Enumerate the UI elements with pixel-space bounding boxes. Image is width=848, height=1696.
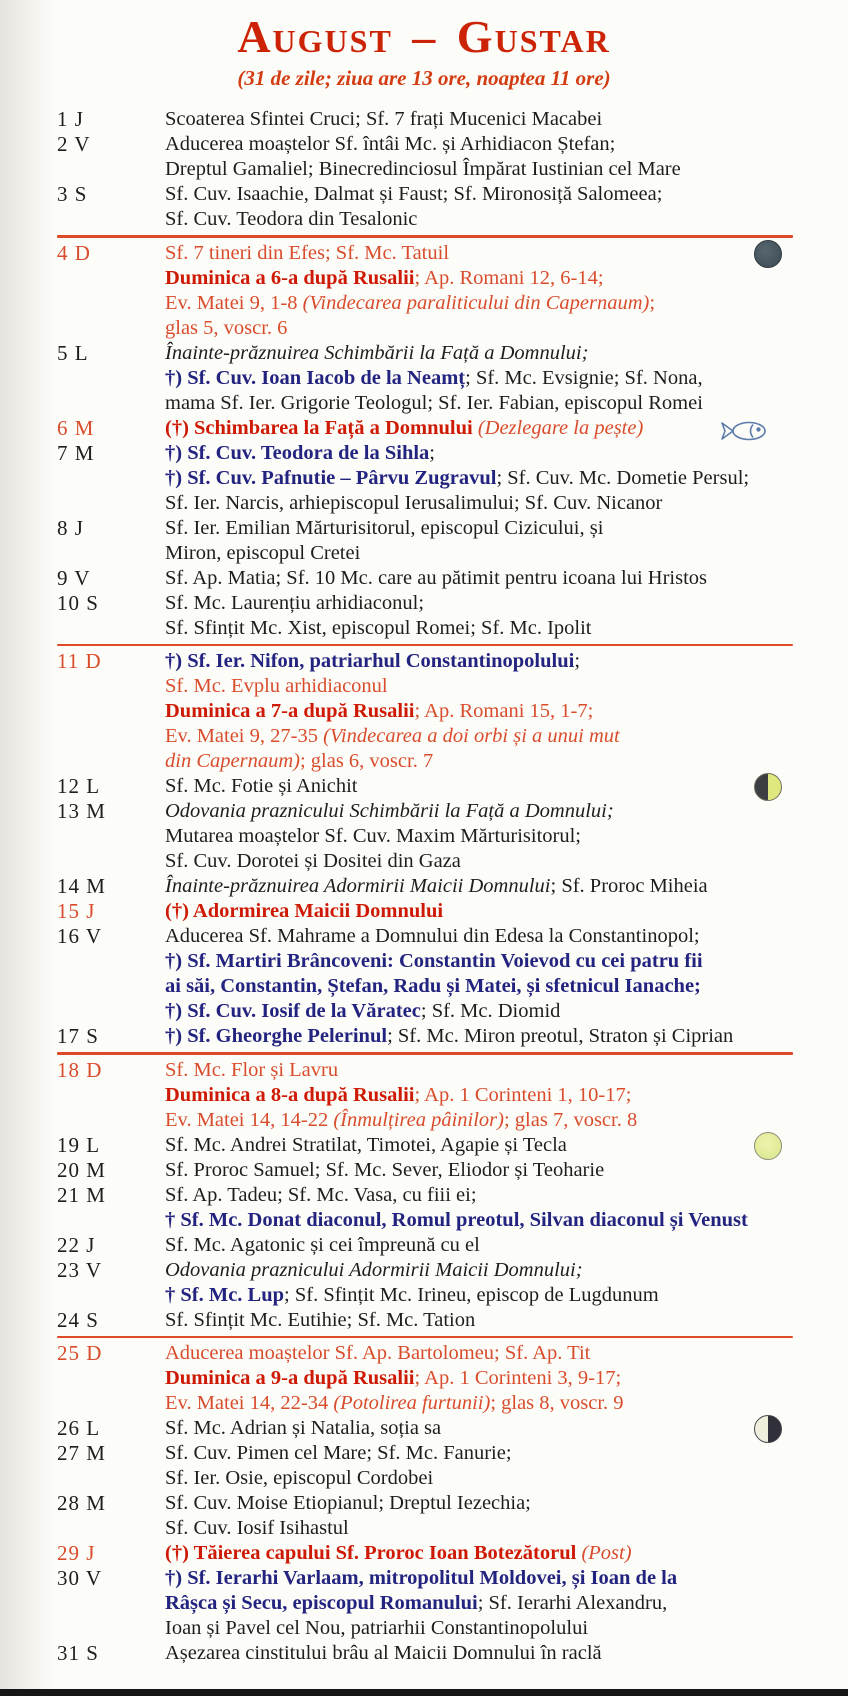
calendar-entry	[0, 1566, 848, 1641]
text-segment: Aducerea Sf. Mahrame a Domnului din Edesa la Constantinopol;	[165, 925, 700, 947]
day-label: 27 M	[57, 1441, 106, 1465]
text-segment: Sf. Cuv. Iosif Isihastul	[165, 1517, 349, 1539]
entry-line	[165, 1183, 848, 1208]
calendar-entry	[0, 182, 848, 232]
text-segment: ; Sf. Proroc Miheia	[550, 875, 708, 897]
text-segment: Sf. Cuv. Moise Etiopianul; Dreptul Iezechia;	[165, 1492, 531, 1514]
calendar-entry	[0, 1258, 848, 1308]
text-segment: †) Sf. Gheorghe Pelerinul	[165, 1025, 388, 1047]
text-segment: ; Sf. Mc. Diomid	[420, 1000, 561, 1022]
entry-lines	[165, 799, 848, 874]
full-moon-icon	[754, 1132, 782, 1160]
entry-line	[165, 1391, 848, 1416]
day-label: 9 V	[57, 565, 91, 590]
entry-line	[165, 316, 848, 341]
text-segment: Mutarea moaștelor Sf. Cuv. Maxim Mărturisitorul;	[165, 825, 582, 847]
day-label: 12 L	[57, 774, 101, 798]
text-segment: mama Sf. Ier. Grigorie Teologul; Sf. Ier. Fabian, episcopul Romei	[165, 391, 703, 414]
day-label: 29 J	[57, 1541, 96, 1565]
day-label: 5 L	[57, 340, 89, 365]
text-segment: Dreptul Gamaliel; Binecredinciosul Împărat Iustinian cel Mare	[165, 158, 681, 180]
entry-line	[165, 157, 848, 182]
calendar-entry	[0, 1133, 848, 1158]
day-label: 1 J	[57, 107, 84, 131]
entry-line	[165, 1058, 848, 1083]
entry-line	[165, 1416, 848, 1441]
text-segment: glas 5, voscr. 6	[165, 316, 288, 339]
entry-line	[165, 1516, 848, 1541]
entry-line	[165, 724, 848, 749]
entry-line	[165, 341, 848, 366]
entry-lines	[165, 566, 848, 591]
day-label: 20 M	[57, 1157, 106, 1182]
text-segment: Scoaterea Sfintei Cruci; Sf. 7 frați Mucenici Macabei	[165, 108, 603, 130]
entry-line	[165, 899, 848, 924]
calendar-entry	[0, 341, 848, 416]
entry-line	[165, 291, 848, 316]
text-segment: Sf. Mc. Evplu arhidiaconul	[165, 675, 388, 697]
entry-lines	[165, 1416, 848, 1441]
entry-line	[165, 616, 848, 641]
entry-lines	[165, 649, 848, 774]
calendar-entry	[0, 649, 848, 774]
text-segment: (Înmulțirea pâinilor)	[333, 1108, 504, 1131]
text-segment: Sf. 7 tineri din Efes; Sf. Mc. Tatuil	[165, 241, 450, 264]
entry-lines	[165, 1058, 848, 1133]
calendar-list	[0, 107, 848, 1666]
entry-line	[165, 1466, 848, 1491]
text-segment: Înainte-prăznuirea Schimbării la Față a Domnului;	[165, 341, 589, 364]
calendar-entry	[0, 1341, 848, 1416]
calendar-entry	[0, 1233, 848, 1258]
entry-line	[165, 949, 848, 974]
week-separator	[57, 644, 793, 647]
text-segment: Ev. Matei 14, 14-22	[165, 1108, 334, 1131]
day-label: 15 J	[57, 899, 96, 923]
day-label: 24 S	[57, 1307, 99, 1332]
text-segment: ai săi, Constantin, Ștefan, Radu și Matei, și sfetnicul Ianache;	[165, 975, 701, 997]
entry-lines	[165, 1491, 848, 1541]
entry-lines	[165, 241, 848, 341]
day-label: 30 V	[57, 1566, 103, 1590]
calendar-entry	[0, 774, 848, 799]
calendar-entry	[0, 1024, 848, 1049]
day-label: 6 M	[57, 415, 95, 440]
calendar-entry	[0, 241, 848, 341]
entry-lines	[165, 1158, 848, 1183]
day-label: 2 V	[57, 132, 91, 156]
entry-line	[165, 974, 848, 999]
text-segment: ; Sf. Mc. Miron preotul, Straton și Ciprian	[387, 1025, 734, 1047]
text-segment: †) Sf. Martiri Brâncoveni: Constantin Voievod cu cei patru fii	[165, 950, 703, 972]
entry-lines	[165, 1133, 848, 1158]
entry-line	[165, 1283, 848, 1308]
text-segment: Sf. Sfințit Mc. Eutihie; Sf. Mc. Tation	[165, 1308, 476, 1331]
calendar-entry	[0, 899, 848, 924]
calendar-entry	[0, 1491, 848, 1541]
text-segment: (Dezlegare la pește)	[477, 416, 644, 439]
entry-line	[165, 649, 848, 674]
text-segment: †) Sf. Cuv. Ioan Iacob de la Neamț	[165, 366, 466, 389]
entry-lines	[165, 1233, 848, 1258]
entry-line	[165, 1441, 848, 1466]
text-segment: Duminica a 7-a după Rusalii	[165, 700, 415, 722]
calendar-entry	[0, 591, 848, 641]
entry-line	[165, 999, 848, 1024]
text-segment: ; Sf. Ierarhi Alexandru,	[477, 1592, 668, 1614]
day-label: 19 L	[57, 1132, 101, 1157]
week-separator	[57, 1336, 793, 1339]
text-segment: ; Ap. 1 Corinteni 1, 10-17;	[414, 1083, 632, 1106]
text-segment: Odovania praznicului Adormirii Maicii Domnului;	[165, 1258, 583, 1281]
text-segment: Sf. Ier. Narcis, arhiepiscopul Ierusalimului; Sf. Cuv. Nicanor	[165, 491, 663, 514]
entry-line	[165, 207, 848, 232]
calendar-entry	[0, 1183, 848, 1233]
text-segment: (Vindecarea a doi orbi și a unui mut	[323, 725, 620, 747]
text-segment: Miron, episcopul Cretei	[165, 541, 361, 564]
text-segment: Sf. Cuv. Teodora din Tesalonic	[165, 208, 418, 230]
text-segment: Duminica a 6-a după Rusalii	[165, 266, 415, 289]
entry-line	[165, 1208, 848, 1233]
entry-line	[165, 1308, 848, 1333]
entry-lines	[165, 1341, 848, 1416]
first-quarter-moon-icon	[754, 773, 782, 801]
text-segment: (Vindecarea paraliticului din Capernaum)	[302, 291, 650, 314]
calendar-entry	[0, 1441, 848, 1491]
entry-lines	[165, 107, 848, 132]
text-segment: Ev. Matei 14, 22-34	[165, 1392, 334, 1414]
entry-line	[165, 1341, 848, 1366]
scan-shadow-bottom	[0, 1689, 848, 1696]
calendar-entry	[0, 1308, 848, 1333]
text-segment: ; glas 6, voscr. 7	[299, 750, 434, 772]
entry-line	[165, 541, 848, 566]
entry-lines	[165, 341, 848, 416]
text-segment: ; Ap. Romani 12, 6-14;	[414, 266, 604, 289]
text-segment: Sf. Mc. Andrei Stratilat, Timotei, Agapie și Tecla	[165, 1133, 567, 1156]
entry-line	[165, 516, 848, 541]
calendar-entry	[0, 1641, 848, 1666]
entry-line	[165, 266, 848, 291]
calendar-entry	[0, 799, 848, 874]
calendar-entry	[0, 924, 848, 1024]
text-segment: Sf. Cuv. Isaachie, Dalmat și Faust; Sf. Mironosiță Salomeea;	[165, 183, 663, 205]
entry-lines	[165, 774, 848, 799]
day-label: 23 V	[57, 1257, 103, 1282]
text-segment: Odovania praznicului Schimbării la Față a Domnului;	[165, 800, 614, 822]
page-subtitle: (31 de zile; ziua are 13 ore, noaptea 11 ore)	[237, 66, 611, 90]
day-label: 4 D	[57, 240, 91, 265]
entry-line	[165, 1258, 848, 1283]
entry-lines	[165, 1024, 848, 1049]
calendar-entry	[0, 566, 848, 591]
calendar-entry	[0, 516, 848, 566]
day-label: 13 M	[57, 799, 106, 823]
text-segment: †) Sf. Cuv. Pafnutie – Pârvu Zugravul	[165, 466, 497, 489]
day-label: 22 J	[57, 1232, 96, 1257]
text-segment: Așezarea cinstitului brâu al Maicii Domnului în raclă	[165, 1642, 602, 1664]
entry-lines	[165, 899, 848, 924]
text-segment: Sf. Mc. Fotie și Anichit	[165, 775, 358, 797]
entry-line	[165, 1108, 848, 1133]
text-segment: Duminica a 9-a după Rusalii	[165, 1367, 415, 1389]
day-label: 26 L	[57, 1416, 101, 1440]
day-label: 8 J	[57, 515, 84, 540]
text-segment: Sf. Mc. Flor și Lavru	[165, 1058, 339, 1081]
entry-line	[165, 699, 848, 724]
text-segment: Sf. Ier. Osie, episcopul Cordobei	[165, 1467, 434, 1489]
text-segment: Aducerea moaștelor Sf. întâi Mc. și Arhidiacon Ștefan;	[165, 133, 616, 155]
day-label: 25 D	[57, 1341, 103, 1365]
entry-lines	[165, 1308, 848, 1333]
entry-lines	[165, 924, 848, 1024]
calendar-entry	[0, 1058, 848, 1133]
text-segment: Sf. Mc. Agatonic și cei împreună cu el	[165, 1233, 480, 1256]
entry-line	[165, 1616, 848, 1641]
entry-line	[165, 1491, 848, 1516]
calendar-entry	[0, 416, 848, 441]
text-segment: Râșca și Secu, episcopul Romanului	[165, 1592, 478, 1614]
text-segment: Sf. Ap. Matia; Sf. 10 Mc. care au pătimit pentru icoana lui Hristos	[165, 566, 707, 589]
entry-lines	[165, 1641, 848, 1666]
last-quarter-moon-icon	[754, 1415, 782, 1443]
calendar-entry	[0, 1541, 848, 1566]
entry-line	[165, 1366, 848, 1391]
day-label: 7 M	[57, 440, 95, 465]
entry-line	[165, 182, 848, 207]
entry-line	[165, 1591, 848, 1616]
entry-line	[165, 924, 848, 949]
text-segment: † Sf. Mc. Donat diaconul, Romul preotul, Silvan diaconul și Venust	[165, 1208, 748, 1231]
text-segment: Ev. Matei 9, 27-35	[165, 725, 324, 747]
text-segment: Sf. Mc. Laurențiu arhidiaconul;	[165, 591, 425, 614]
entry-line	[165, 132, 848, 157]
text-segment: Sf. Proroc Samuel; Sf. Mc. Sever, Eliodor și Teoharie	[165, 1158, 605, 1181]
entry-lines	[165, 1566, 848, 1641]
entry-line	[165, 1641, 848, 1666]
text-segment: Sf. Ap. Tadeu; Sf. Mc. Vasa, cu fiii ei;	[165, 1183, 477, 1206]
text-segment: Ioan și Pavel cel Nou, patriarhii Constantinopolului	[165, 1617, 589, 1639]
day-label: 17 S	[57, 1024, 99, 1048]
day-label: 14 M	[57, 874, 106, 898]
text-segment: ; Sf. Cuv. Mc. Dometie Persul;	[496, 466, 750, 489]
entry-line	[165, 799, 848, 824]
text-segment: Sf. Mc. Adrian și Natalia, soția sa	[165, 1417, 442, 1439]
entry-line	[165, 391, 848, 416]
text-segment: (Potolirea furtunii)	[333, 1392, 491, 1414]
entry-line	[165, 241, 848, 266]
entry-line	[165, 1133, 848, 1158]
entry-line	[165, 566, 848, 591]
calendar-entry	[0, 874, 848, 899]
week-separator	[57, 235, 793, 238]
text-segment: Sf. Cuv. Pimen cel Mare; Sf. Mc. Fanurie;	[165, 1442, 512, 1464]
text-segment: † Sf. Mc. Lup	[165, 1283, 285, 1306]
entry-line	[165, 366, 848, 391]
entry-lines	[165, 132, 848, 182]
text-segment: †) Sf. Cuv. Teodora de la Sihla	[165, 441, 430, 464]
day-label: 16 V	[57, 924, 103, 948]
day-label: 10 S	[57, 590, 99, 615]
entry-line	[165, 441, 848, 466]
calendar-entry	[0, 1158, 848, 1183]
entry-line	[165, 1233, 848, 1258]
page-header	[0, 0, 848, 91]
entry-lines	[165, 874, 848, 899]
text-segment: (†) Schimbarea la Față a Domnului	[165, 416, 478, 439]
text-segment: ; Ap. Romani 15, 1-7;	[414, 700, 594, 722]
text-segment: Sf. Sfințit Mc. Xist, episcopul Romei; Sf. Mc. Ipolit	[165, 616, 592, 639]
day-label: 21 M	[57, 1182, 106, 1207]
entry-line	[165, 107, 848, 132]
text-segment: ;	[649, 291, 656, 314]
text-segment: ; glas 8, voscr. 9	[490, 1392, 624, 1414]
text-segment: †) Sf. Ierarhi Varlaam, mitropolitul Moldovei, și Ioan de la	[165, 1567, 678, 1589]
calendar-entry	[0, 1416, 848, 1441]
text-segment: †) Sf. Cuv. Iosif de la Văratec	[165, 1000, 421, 1022]
entry-lines	[165, 441, 848, 516]
text-segment: Aducerea moaștelor Sf. Ap. Bartolomeu; Sf. Ap. Tit	[165, 1342, 591, 1364]
entry-lines	[165, 1258, 848, 1308]
entry-line	[165, 1566, 848, 1591]
text-segment: Sf. Cuv. Dorotei și Dositei din Gaza	[165, 850, 461, 872]
text-segment: (Post)	[581, 1542, 632, 1564]
entry-line	[165, 1083, 848, 1108]
calendar-entry	[0, 107, 848, 132]
text-segment: ; Sf. Mc. Evsignie; Sf. Nona,	[465, 366, 703, 389]
entry-lines	[165, 1441, 848, 1491]
text-segment: (†) Adormirea Maicii Domnului	[165, 900, 444, 922]
text-segment: ;	[574, 650, 581, 672]
entry-lines	[165, 182, 848, 232]
text-segment: Duminica a 8-a după Rusalii	[165, 1083, 415, 1106]
entry-line	[165, 849, 848, 874]
entry-line	[165, 674, 848, 699]
calendar-entry	[0, 441, 848, 516]
entry-line	[165, 749, 848, 774]
entry-line	[165, 774, 848, 799]
entry-line	[165, 591, 848, 616]
entry-lines	[165, 516, 848, 566]
entry-lines	[165, 591, 848, 641]
entry-line	[165, 1024, 848, 1049]
text-segment: Înainte-prăznuirea Adormirii Maicii Domnului	[165, 875, 551, 897]
day-label: 3 S	[57, 182, 88, 206]
entry-line	[165, 1541, 848, 1566]
text-segment: †) Sf. Ier. Nifon, patriarhul Constantinopolului	[165, 650, 575, 672]
entry-line	[165, 824, 848, 849]
day-label: 28 M	[57, 1491, 106, 1515]
entry-lines	[165, 1541, 848, 1566]
entry-lines	[165, 1183, 848, 1233]
day-label: 31 S	[57, 1641, 99, 1665]
page-title: August – Gustar	[237, 11, 611, 62]
day-label: 18 D	[57, 1057, 103, 1082]
entry-line	[165, 1158, 848, 1183]
entry-line	[165, 874, 848, 899]
day-label: 11 D	[57, 649, 102, 673]
text-segment: ;	[429, 441, 435, 464]
calendar-entry	[0, 132, 848, 182]
text-segment: ; glas 7, voscr. 8	[503, 1108, 638, 1131]
text-segment: (†) Tăierea capului Sf. Proroc Ioan Botezătorul	[165, 1542, 582, 1564]
entry-line	[165, 466, 848, 491]
text-segment: ; Sf. Sfințit Mc. Irineu, episcop de Lugdunum	[284, 1283, 659, 1306]
text-segment: ; Ap. 1 Corinteni 3, 9-17;	[414, 1367, 622, 1389]
text-segment: Ev. Matei 9, 1-8	[165, 291, 303, 314]
new-moon-icon	[754, 240, 782, 268]
entry-line	[165, 491, 848, 516]
text-segment: Sf. Ier. Emilian Mărturisitorul, episcopul Cizicului, și	[165, 516, 604, 539]
text-segment: din Capernaum)	[165, 750, 300, 772]
week-separator	[57, 1052, 793, 1055]
